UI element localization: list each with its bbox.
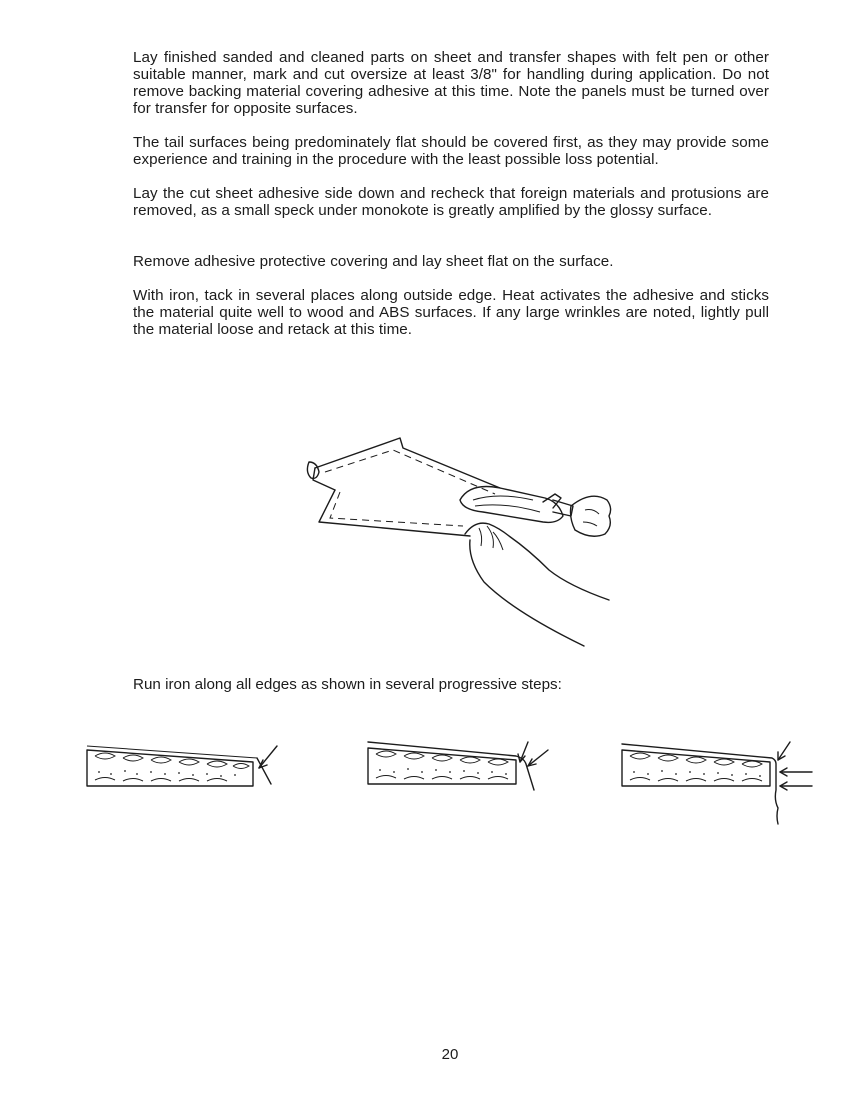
tacking-illustration: [295, 430, 625, 645]
paragraph-3: Lay the cut sheet adhesive side down and recheck that foreign materials and protusions are removed, as a small speck under monokote is greatly amplified by the glossy surface.: [133, 185, 769, 219]
page-number: 20: [441, 1046, 459, 1063]
edge-step-2: [366, 736, 566, 796]
paragraph-2: The tail surfaces being predominately flat should be covered first, as they may provide some experience and training in the procedure with the least possible loss potential.: [133, 134, 769, 168]
paragraph-1: Lay finished sanded and cleaned parts on sheet and transfer shapes with felt pen or other suitable manner, mark and cut oversize at least 3/8" for handling during application. Do not remove backing material covering adhesive at this time. Note the panels must be turned over for transfer for opposite surfaces.: [133, 49, 769, 117]
paragraph-5: With iron, tack in several places along outside edge. Heat activates the adhesive and sticks the material quite well to wood and ABS surfaces. If any large wrinkles are noted, lightly pull the material loose and retack at this time.: [133, 287, 769, 338]
edge-step-1: [85, 738, 285, 798]
paragraph-4: Remove adhesive protective covering and lay sheet flat on the surface.: [133, 253, 614, 270]
steps-caption: Run iron along all edges as shown in several progressive steps:: [133, 676, 562, 693]
edge-step-3: [620, 738, 820, 828]
